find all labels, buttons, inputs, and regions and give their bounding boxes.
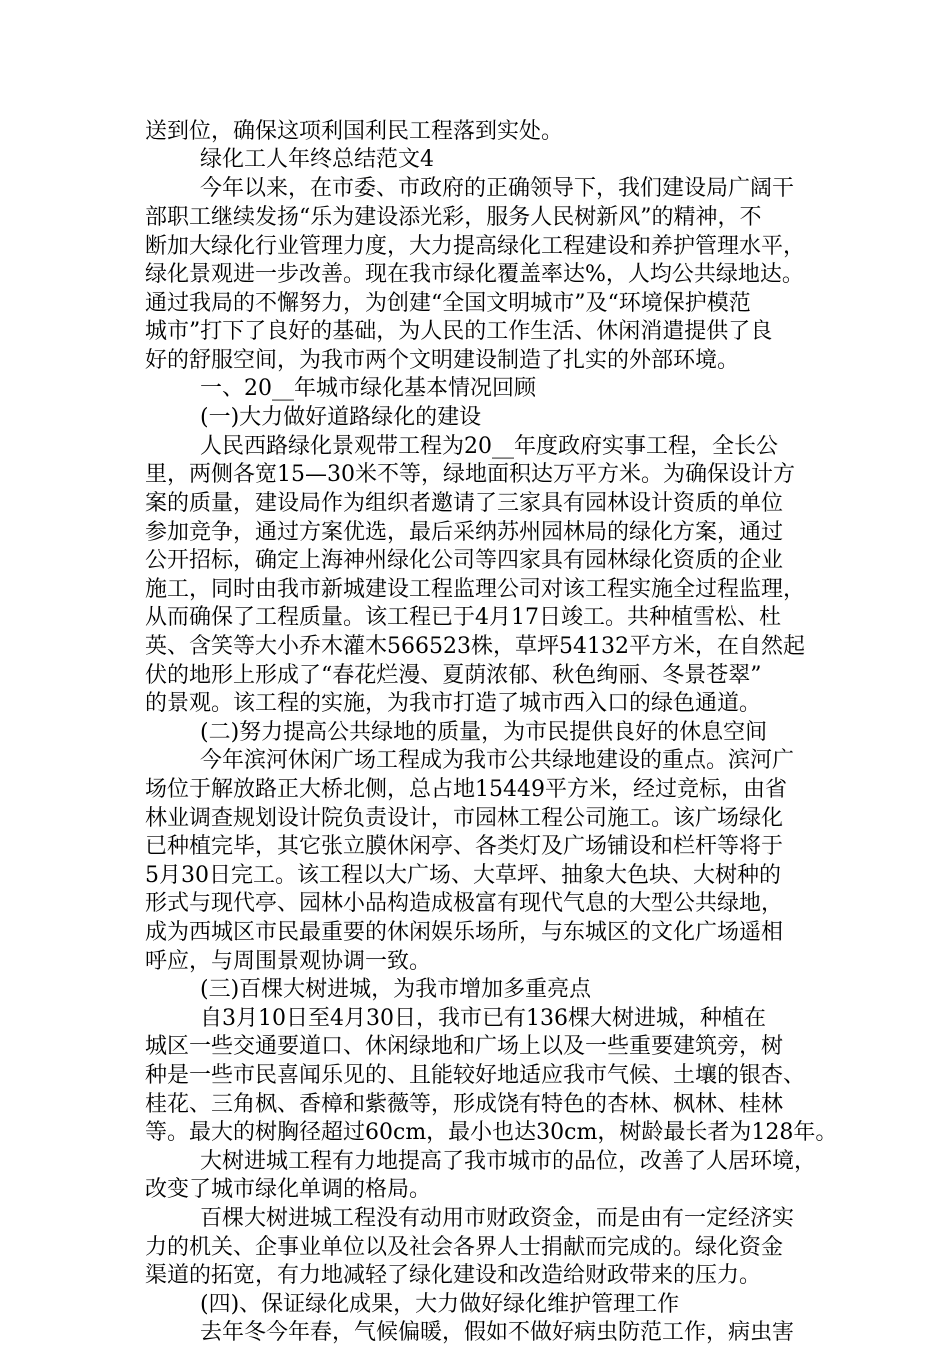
text-line: 案的质量，建设局作为组织者邀请了三家具有园林设计资质的单位 — [145, 491, 784, 516]
text-line: 好的舒服空间，为我市两个文明建设制造了扎实的外部环境。 — [145, 348, 740, 373]
text-line: 部职工继续发扬“乐为建设添光彩，服务人民树新风”的精神，不 — [145, 205, 762, 230]
text-line: 伏的地形上形成了“春花烂漫、夏荫浓郁、秋色绚丽、冬景苍翠” — [145, 663, 762, 688]
text-line: 呼应，与周围景观协调一致。 — [145, 949, 432, 974]
text-line: 施工，同时由我市新城建设工程监理公司对该工程实施全过程监理， — [145, 577, 806, 602]
text-line: 场位于解放路正大桥北侧，总占地15449平方米，经过竞标，由省 — [145, 777, 787, 802]
text-line: 大树进城工程有力地提高了我市城市的品位，改善了人居环境， — [200, 1149, 817, 1174]
text-line: 成为西城区市民最重要的休闲娱乐场所，与东城区的文化广场遥相 — [145, 920, 784, 945]
text-line: 林业调查规划设计院负责设计，市园林工程公司施工。该广场绿化 — [145, 806, 784, 831]
text-line: 5月30日完工。该工程以大广场、大草坪、抽象大色块、大树种的 — [145, 863, 781, 888]
text-line: 通过我局的不懈努力，为创建“全国文明城市”及“环境保护模范 — [145, 291, 751, 316]
section-title: 绿化工人年终总结范文4 — [200, 147, 434, 172]
section-heading: 一、20__年城市绿化基本情况回顾 — [200, 376, 536, 401]
subsection-heading: (二)努力提高公共绿地的质量，为市民提供良好的休息空间 — [200, 720, 768, 745]
text-line: 送到位，确保这项利国利民工程落到实处。 — [145, 119, 564, 144]
text-line: 等。最大的树胸径超过60cm，最小也达30cm，树龄最长者为128年。 — [145, 1120, 838, 1145]
text-line: 形式与现代亭、园林小品构造成极富有现代气息的大型公共绿地， — [145, 891, 784, 916]
text-line: 去年冬今年春，气候偏暖，假如不做好病虫防范工作，病虫害 — [200, 1320, 795, 1345]
text-line: 的景观。该工程的实施，为我市打造了城市西入口的绿色通道。 — [145, 691, 762, 716]
text-line: 公开招标，确定上海神州绿化公司等四家具有园林绿化资质的企业 — [145, 548, 784, 573]
text-line: 力的机关、企事业单位以及社会各界人士捐献而完成的。绿化资金 — [145, 1235, 784, 1260]
text-line: 桂花、三角枫、香樟和紫薇等，形成饶有特色的杏林、枫林、桂林 — [145, 1092, 784, 1117]
text-line: 从而确保了工程质量。该工程已于4月17日竣工。共种植雪松、杜 — [145, 605, 781, 630]
text-line: 改变了城市绿化单调的格局。 — [145, 1177, 432, 1202]
subsection-heading: (三)百棵大树进城，为我市增加多重亮点 — [200, 977, 592, 1002]
text-line: 渠道的拓宽，有力地减轻了绿化建设和改造给财政带来的压力。 — [145, 1263, 762, 1288]
text-line: 今年滨河休闲广场工程成为我市公共绿地建设的重点。滨河广 — [200, 748, 795, 773]
text-line: 城市”打下了良好的基础，为人民的工作生活、休闲消遣提供了良 — [145, 319, 773, 344]
text-line: 百棵大树进城工程没有动用市财政资金，而是由有一定经济实 — [200, 1206, 795, 1231]
subsection-heading: (一)大力做好道路绿化的建设 — [200, 405, 482, 430]
text-line: 断加大绿化行业管理力度，大力提高绿化工程建设和养护管理水平， — [145, 234, 806, 259]
text-line: 参加竞争，通过方案优选，最后采纳苏州园林局的绿化方案，通过 — [145, 520, 784, 545]
text-line: 绿化景观进一步改善。现在我市绿化覆盖率达%，人均公共绿地达。 — [145, 262, 804, 287]
text-line: 人民西路绿化景观带工程为20__年度政府实事工程，全长公 — [200, 434, 778, 459]
text-line: 里，两侧各宽15—30米不等，绿地面积达万平方米。为确保设计方 — [145, 462, 795, 487]
text-line: 今年以来，在市委、市政府的正确领导下，我们建设局广阔干 — [200, 176, 795, 201]
text-line: 种是一些市民喜闻乐见的、且能较好地适应我市气候、土壤的银杏、 — [145, 1063, 806, 1088]
subsection-heading: (四)、保证绿化成果，大力做好绿化维护管理工作 — [200, 1292, 680, 1317]
text-line: 城区一些交通要道口、休闲绿地和广场上以及一些重要建筑旁，树 — [145, 1034, 784, 1059]
text-line: 已种植完毕，其它张立膜休闲亭、各类灯及广场铺设和栏杆等将于 — [145, 834, 784, 859]
text-line: 自3月10日至4月30日，我市已有136棵大树进城，种植在 — [200, 1006, 766, 1031]
text-line: 英、含笑等大小乔木灌木566523株，草坪54132平方米，在自然起 — [145, 634, 805, 659]
